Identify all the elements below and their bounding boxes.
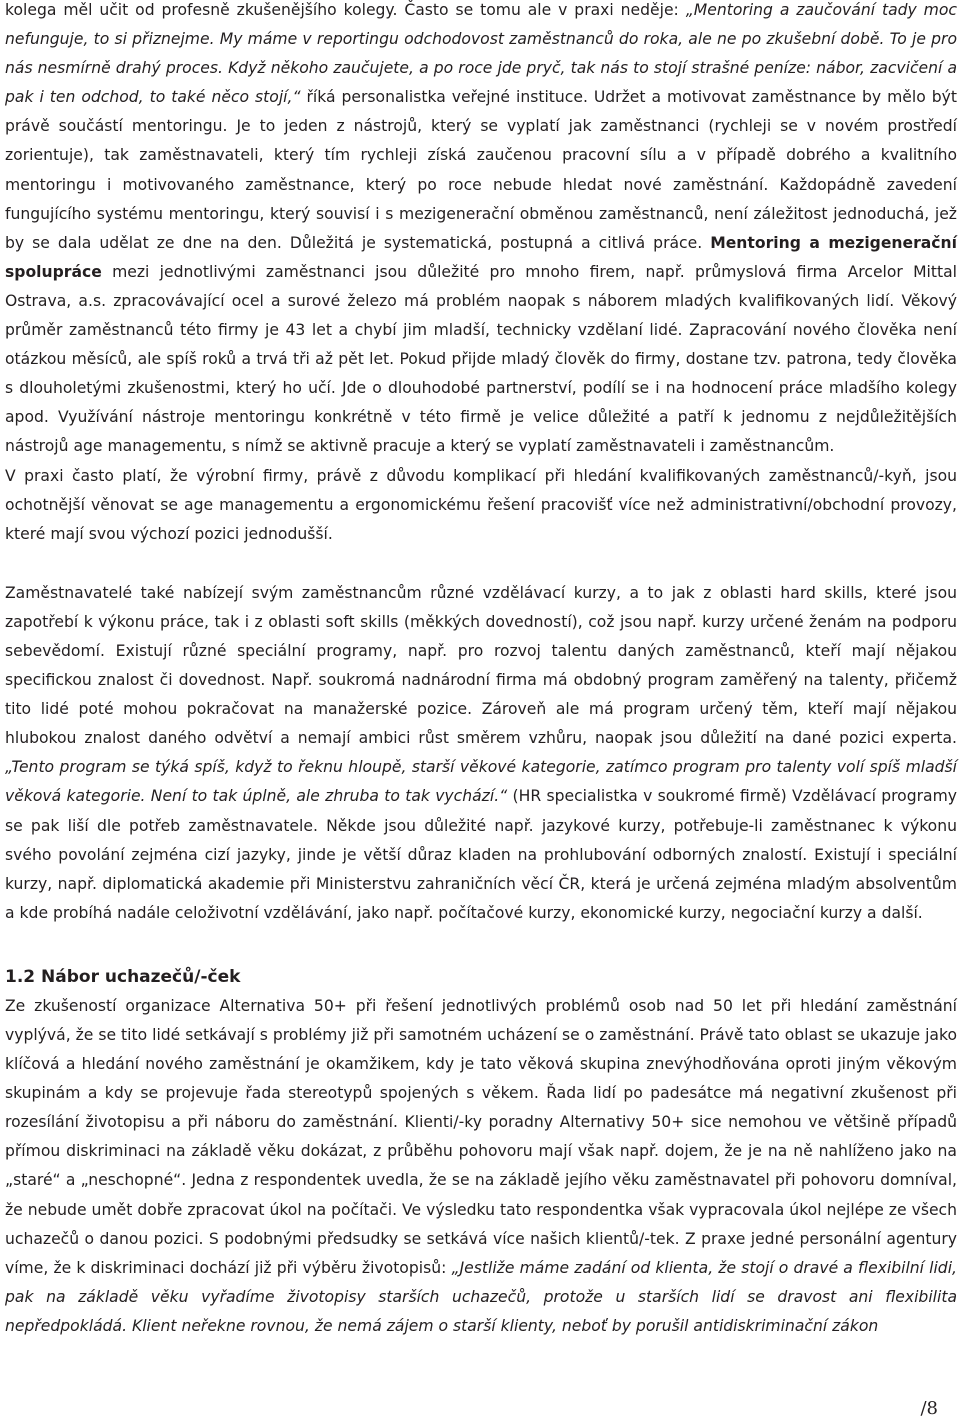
quote-personalni-agentura: „Jestliže máme zadání od klienta, že stojí o dravé a flexibilní lidi, pak na základě věku vyřadíme životopisy starších uchazečů, protože u starších lidí se dravost ani flexibilita nepředpokládá. Klient neřekne rovnou, že nemá zájem o starší klienty, neboť by porušil antidiskriminační zákon <box>5 1258 957 1335</box>
text-run: Zaměstnavatelé také nabízejí svým zaměstnancům různé vzdělávací kurzy, a to jak z oblasti hard skills, které jsou zapotřebí k výkonu práce, tak i z oblasti soft skills (měkkých dovedností), což jsou např. kurzy určené ženám na podporu sebevědomí. Existují různé speciální programy, např. pro rozvoj talentu daných zaměstnanců, kteří mají nějakou specifickou znalost či dovednost. Např. soukromá nadnárodní firma má obdobný program zaměřený na talenty, přičemž tito lidé poté mohou pokračovat na manažerské pozice. Zároveň ale má program určený těm, kteří mají nějakou hlubokou znalost daného odvětví a nemají ambici růst směrem vzhůru, naopak jsou důležití na dané pozici experta. <box>5 583 957 748</box>
paragraph-nabor <box>5 992 957 1341</box>
bold-phrase-mentoring: Mentoring a mezigenerační spolupráce <box>5 233 958 281</box>
quote-personalistka: „Mentoring a zaučování tady moc nefunguje, to si přiznejme. My máme v reportingu odchodovost zaměstnanců do roka, ale ne po zkušební době. To je pro nás nesmírně drahý proces. Když někoho zaučujete, a po roce jde pryč, tak nás to stojí strašné peníze: nábor, zacvičení a pak i ten odchod, to také něco stojí,“ <box>5 1 957 107</box>
paragraph-mentoring <box>5 0 957 462</box>
text-run: kolega měl učit od profesně zkušenějšího kolegy. Často se tomu ale v praxi neděje: <box>5 1 686 19</box>
text-run: (HR specialistka v soukromé firmě) Vzdělávací programy se pak liší dle potřeb zaměstnavatele. Někde jsou důležité např. jazykové kurzy, potřebuje-li zaměstnanec k výkonu svého povolání zejména cizí jazyky, jinde je větší důraz kladen na prohlubování odborných znalostí. Existují i speciální kurzy, např. diplomatická akademie při Ministerstvu zahraničních věcí ČR, která je určená zejména mladým absolventům a kde probíhá nadále celoživotní vzdělávání, jako např. počítačové kurzy, ekonomické kurzy, negociační kurzy a další. <box>5 787 957 922</box>
paragraph-vyrobni-firmy: V praxi často platí, že výrobní firmy, právě z důvodu komplikací při hledání kvalifikovaných zaměstnanců/-kyň, jsou ochotnější věnovat se age managementu a ergonomickému řešení pracovišť více než administrativní/obchodní provozy, které mají svou výchozí pozici jednodušší. <box>5 466 957 543</box>
text-run: říká personalistka veřejné instituce. Udržet a motivovat zaměstnance by mělo být právě součástí mentoringu. Je to jeden z nástrojů, který se vyplatí jak zaměstnanci (rychleji se v novém prostředí zorientuje), tak zaměstnavateli, který tím rychleji získá zaučenou pracovní sílu a v případě dobrého a kvalitního mentoringu i motivovaného zaměstnance, který po roce nebude hledat nové zaměstnání. Každopádně zavedení fungujícího systému mentoringu, který souvisí i s mezigenerační obměnou zaměstnanců, není záležitost jednoduchá, jež by se dala udělat ze dne na den. Důležitá je systematická, postupná a citlivá práce. <box>5 88 957 252</box>
document-page <box>5 0 957 1341</box>
text-run: mezi jednotlivými zaměstnanci jsou důležité pro mnoho firem, např. průmyslová firma Arcelor Mittal Ostrava, a.s. zpracovávající ocel a surové železo má problém naopak s náborem mladých kvalifikovaných lidí. Věkový průměr zaměstnanců této firmy je 43 let a chybí jim mladší, technicky vzdělaní lidé. Zapracování nového člověka není otázkou měsíců, ale spíš roků a trvá tři až pět let. Pokud přijde mladý člověk do firmy, dostane tzv. patrona, tedy člověka s dlouholetými zkušenostmi, který ho učí. Jde o dlouhodobé partnerství, podílí se i na hodnocení práce mladšího kolegy apod. Využívání nástroje mentoringu konkrétně v této firmě je velice důležité a patří k jednomu z nejdůležitějších nástrojů age managementu, s nímž se aktivně pracuje a který se vyplatí zaměstnavateli i zaměstnancům. <box>5 262 957 456</box>
page-number: /8 <box>920 1398 938 1419</box>
quote-hr-specialistka: „Tento program se týká spíš, když to řeknu hloupě, starší věkové kategorie, zatímco program pro talenty volí spíš mladší věková kategorie. Není to tak úplně, ale zhruba to tak vychází.“ <box>5 758 957 806</box>
paragraph-vzdelavaci-kurzy <box>5 579 957 928</box>
text-run: Ze zkušeností organizace Alternativa 50+ při řešení jednotlivých problémů osob nad 50 let při hledání zaměstnání vyplývá, že se tito lidé setkávají s problémy již při samotném ucházení se o zaměstnání. Právě tato oblast se ukazuje jako klíčová a hledání nového zaměstnání je okamžikem, kdy je tato věková skupina znevýhodňována oproti jiným věkovým skupinám a kdy se projevuje řada stereotypů spojených s věkem. Řada lidí po padesátce má negativní zkušenost při rozesílání životopisu a při náboru do zaměstnání. Klienti/-ky poradny Alternativy 50+ sice nemohou ve většině případů přímou diskriminaci na základě věku dokázat, z průběhu pohovoru mají však např. dojem, že je na ně nahlíženo jako na „staré“ a „neschopné“. Jedna z respondentek uvedla, že se na základě jejího věku zaměstnavatel při pohovoru domníval, že nebude umět dobře zpracovat úkol na počítači. Ve výsledku tato respondentka však vypracovala úkol nejlépe ze všech uchazečů o danou pozici. S podobnými předsudky se setkává více našich klientů/-tek. Z praxe jedné personální agentury víme, že k diskriminaci dochází již při výběru životopisů: <box>5 996 957 1277</box>
section-heading: 1.2 Nábor uchazečů/-ček <box>5 966 241 987</box>
